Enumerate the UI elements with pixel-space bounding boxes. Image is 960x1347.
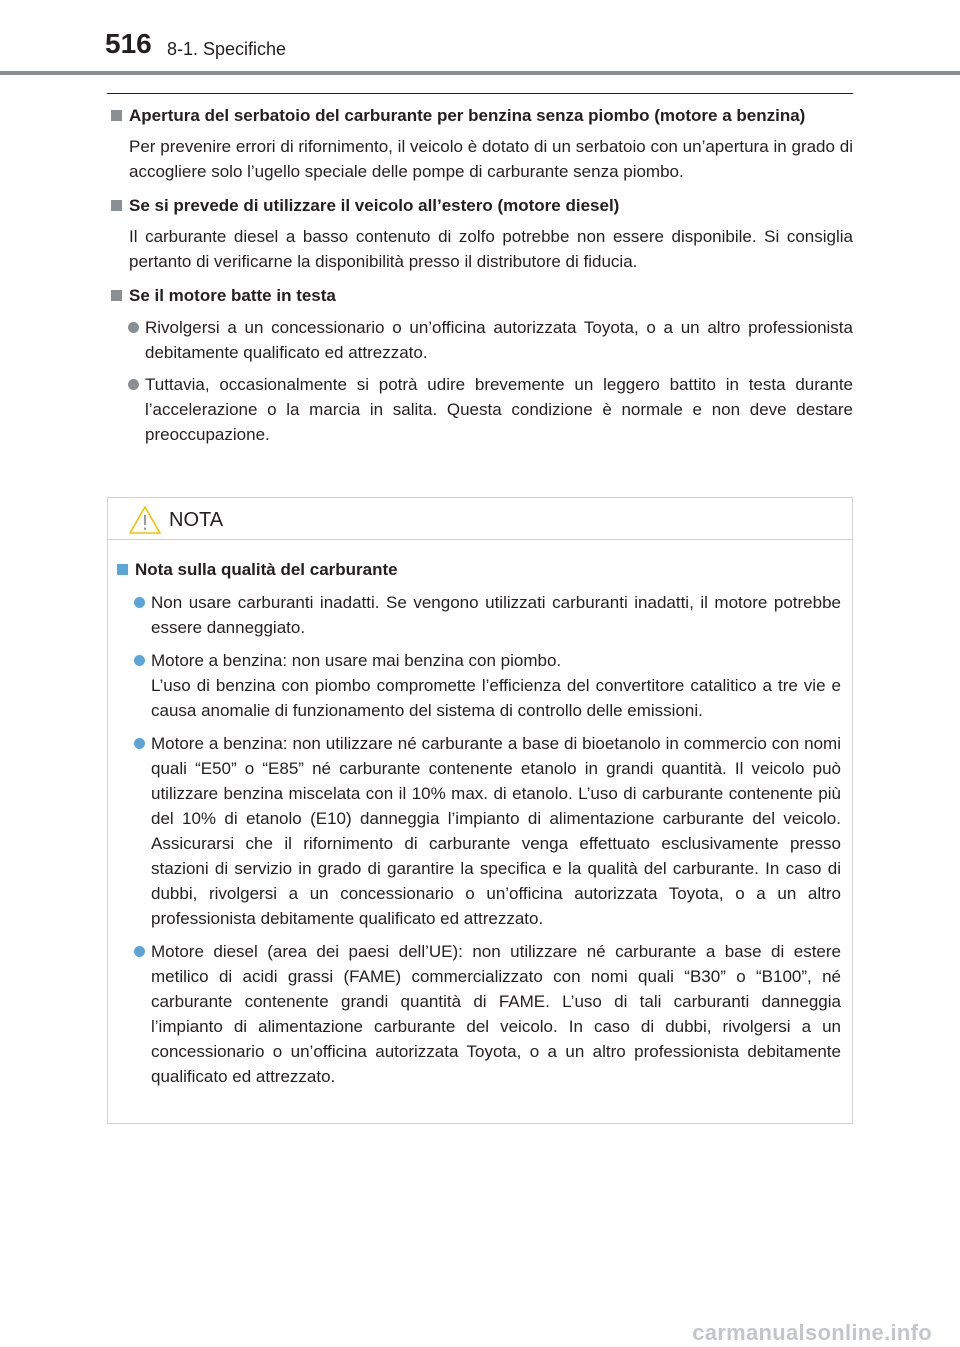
notice-header <box>108 498 852 540</box>
section-heading <box>107 284 853 308</box>
section-heading-text: Se si prevede di utilizzare il veicolo all’estero (motore diesel) <box>129 196 620 215</box>
main-content <box>107 104 853 457</box>
round-bullet-icon <box>134 655 145 666</box>
square-bullet-icon <box>111 200 122 211</box>
section-paragraph: Il carburante diesel a basso contenuto di zolfo potrebbe non essere disponibile. Si consiglia pertanto di verificarne la disponibilità presso il distributore di fiducia. <box>129 227 853 271</box>
round-bullet-icon <box>134 738 145 749</box>
section-fuel-tank-opening <box>107 104 853 184</box>
square-bullet-icon <box>117 564 128 575</box>
section-abroad-diesel <box>107 194 853 274</box>
page-footer <box>0 1318 960 1347</box>
warning-triangle-icon <box>128 505 162 535</box>
list-item-continuation: L’uso di benzina con piombo compromette l’efficienza del convertitore catalitico a tre vie e causa anomalie di funzionamento del sistema di controllo delle emissioni. <box>151 676 841 720</box>
section-heading-text: Se il motore batte in testa <box>129 286 336 305</box>
notice-heading-text: Nota sulla qualità del carburante <box>135 560 398 579</box>
round-bullet-icon <box>128 379 139 390</box>
list-item-text: Rivolgersi a un concessionario o un’officina autorizzata Toyota, o a un altro professionista debitamente qualificato ed attrezzato. <box>145 318 853 362</box>
round-bullet-icon <box>134 597 145 608</box>
list-item <box>113 648 841 723</box>
notice-section <box>113 558 841 1089</box>
list-item-text: Motore diesel (area dei paesi dell’UE): non utilizzare né carburante a base di estere metilico di acidi grassi (FAME) commercializzato con nomi quali “B30” o “B100”, né carburante contenente grandi quantità di FAME. L’uso di tali carburanti danneggia l’impianto di alimentazione carburante del veicolo. In caso di dubbi, rivolgersi a un concessionario o un’officina autorizzata Toyota, o a un altro professionista debitamente qualificato ed attrezzato. <box>151 942 841 1086</box>
list-item <box>107 315 853 365</box>
notice-box <box>107 497 853 1124</box>
content-top-rule <box>107 93 853 94</box>
section-engine-knocking <box>107 284 853 447</box>
section-heading <box>107 104 853 128</box>
square-bullet-icon <box>111 290 122 301</box>
list-item-text: Motore a benzina: non utilizzare né carburante a base di bioetanolo in commercio con nomi quali “E50” o “E85” né carburante contenente etanolo in grandi quantità. Il veicolo può utilizzare benzina miscelata con il 10% max. di etanolo. L’uso di carburante contenente più del 10% di etanolo (E10) danneggia l’impianto di alimentazione carburante del veicolo. Assicurarsi che il rifornimento di carburante venga effettuato esclusivamente presso stazioni di servizio in grado di garantire la specifica e la qualità del carburante. In caso di dubbi, rivolgersi a un concessionario o un’officina autorizzata Toyota, o a un altro professionista debitamente qualificato ed attrezzato. <box>151 734 841 928</box>
list-item-text: Tuttavia, occasionalmente si potrà udire brevemente un leggero battito in testa durante l’accelerazione o la marcia in salita. Questa condizione è normale e non deve destare preoccupazione. <box>145 375 853 444</box>
list-item-text: Non usare carburanti inadatti. Se vengono utilizzati carburanti inadatti, il motore potrebbe essere danneggiato. <box>151 593 841 637</box>
page-number: 516 <box>105 28 152 59</box>
section-heading-text: Apertura del serbatoio del carburante per benzina senza piombo (motore a benzina) <box>129 106 806 125</box>
notice-heading <box>113 558 841 582</box>
list-item <box>107 372 853 447</box>
list-item <box>113 731 841 931</box>
list-item <box>113 590 841 640</box>
round-bullet-icon <box>134 946 145 957</box>
watermark: carmanualsonline.info <box>692 1320 932 1345</box>
section-heading <box>107 194 853 218</box>
list-item-text: Motore a benzina: non usare mai benzina con piombo. <box>151 651 562 670</box>
page-header <box>0 0 960 76</box>
section-title: 8-1. Specifiche <box>167 39 287 59</box>
round-bullet-icon <box>128 322 139 333</box>
list-item <box>113 939 841 1089</box>
square-bullet-icon <box>111 110 122 121</box>
notice-title: NOTA <box>169 509 224 531</box>
header-rule <box>0 71 960 75</box>
notice-body <box>108 540 852 1089</box>
section-paragraph: Per prevenire errori di rifornimento, il veicolo è dotato di un serbatoio con un’apertura in grado di accogliere solo l’ugello speciale delle pompe di carburante senza piombo. <box>129 137 853 181</box>
